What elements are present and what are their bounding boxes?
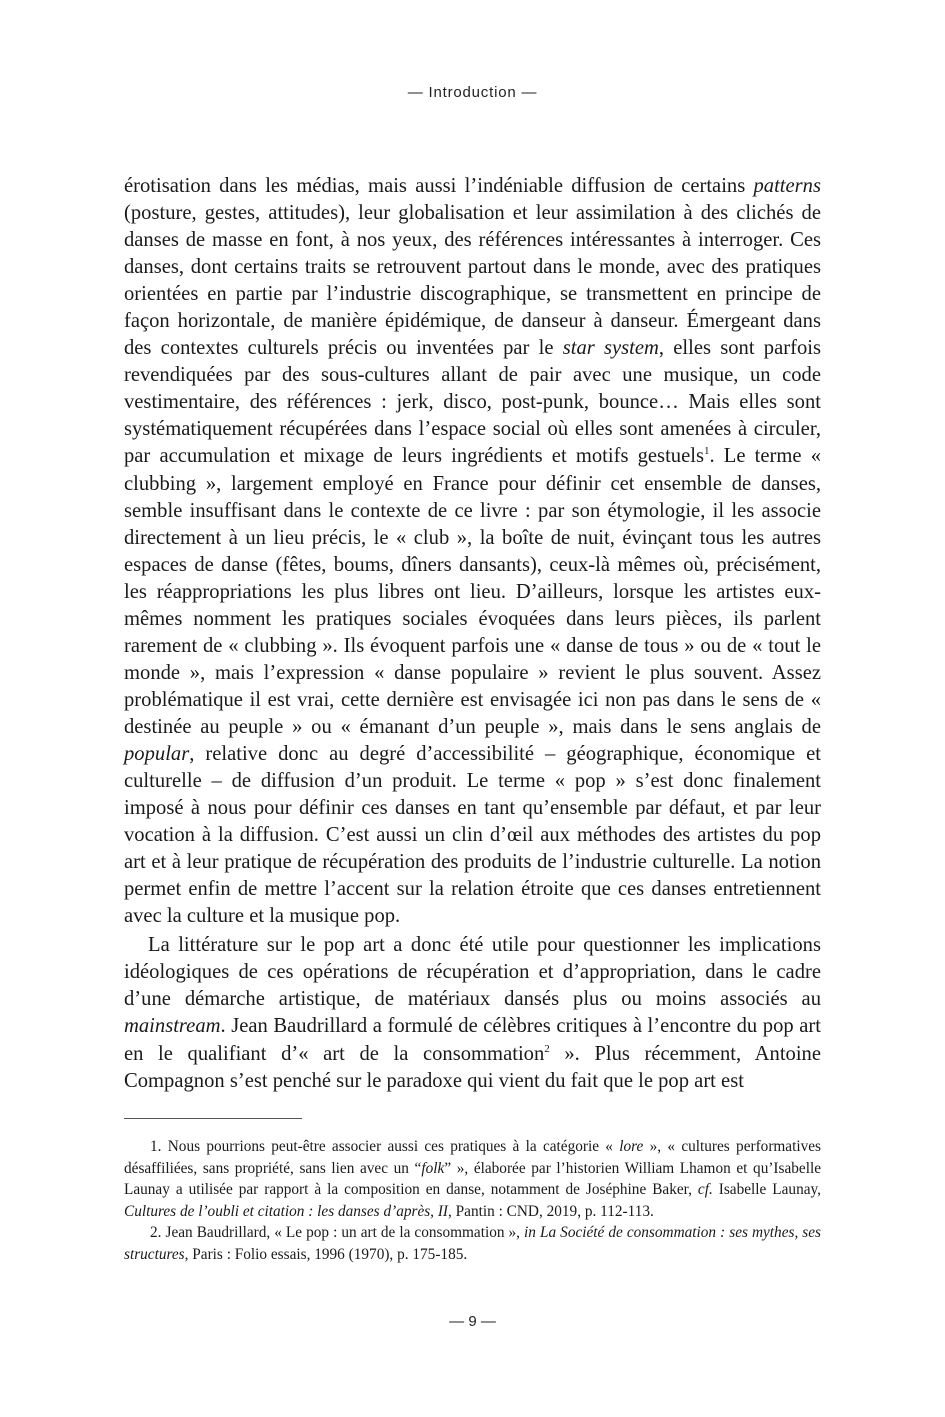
text-run: érotisation dans les médias, mais aussi l’indéniable diffusion de certains [124,175,754,197]
text-run: , Pantin : CND, 2019, p. 112-113. [448,1202,654,1220]
italic-term: folk [421,1159,445,1177]
italic-title: in La Société de consommation : ses mythes, ses structures [124,1224,822,1263]
text-run: La littérature sur le pop art a donc été utile pour questionner les implications idéologiques de ces opérations de récupération et d’appropriation, dans le cadre d’une démarche artistique, de matériaux dansés plus ou moins associés au [124,934,821,1011]
text-run: ” », élaborée par l’historien William Lhamon et qu’Isabelle Launay a utilisée par rapport à la composition en danse, notamment de Joséphine Baker, [124,1159,821,1198]
italic-term: mainstream [124,1015,221,1038]
italic-term: cf. [697,1181,713,1198]
text-run: 2. Jean Baudrillard, « Le pop : un art de la consommation », [150,1224,525,1241]
italic-term: star system [562,337,659,360]
main-text [124,173,821,1095]
text-run: , elles sont parfois revendiquées par des sous-cultures allant de pair avec une musique, un code vestimentaire, des références : jerk, disco, post-punk, bounce… Mais elles sont systématiquement récupérées dans l’espace social où elles sont amenées à circuler, par accumulation et mixage de leurs ingrédients et motifs gestuels [124,337,821,468]
text-run: (posture, gestes, attitudes), leur globalisation et leur assimilation à des clichés de danses de masse en font, à nos yeux, des références intéressantes à interroger. Ces danses, dont certains traits se retrouvent partout dans le monde, avec des pratiques orientées en partie par l’industrie discographique, se transmettent en principe de façon horizontale, de manière épidémique, de danseur à danseur. Émergeant dans des contextes culturels précis ou inventées par le [124,202,821,360]
running-header: — Introduction — [407,84,538,101]
footnotes [124,1136,821,1265]
italic-title: Cultures de l’oubli et citation : les danses d’après, II [124,1202,449,1220]
page-number: — 9 — [449,1313,496,1330]
footnote-ref-1[interactable]: 1 [703,445,710,458]
text-run: , Paris : Folio essais, 1996 (1970), p. 175-185. [184,1245,468,1263]
footnote-2 [124,1222,821,1265]
text-run: , relative donc au degré d’accessibilité – géographique, économique et culturelle – de diffusion d’un produit. Le terme « pop » s’est donc finalement imposé à nous pour définir ces danses en tant qu’ensemble par défaut, et par leur vocation à la diffusion. C’est aussi un clin d’œil aux méthodes des artistes du pop art et à leur pratique de récupération des produits de l’industrie culturelle. La notion permet enfin de mettre l’accent sur la relation étroite que ces danses entretiennent avec la culture et la musique pop. [124,742,821,928]
text-run: . Le terme « clubbing », largement employé en France pour définir cet ensemble de danses, semble insuffisant dans le contexte de ce livre : par son étymologie, il les associe directement à un lieu précis, le « club », la boîte de nuit, évinçant tous les autres espaces de danse (fêtes, boums, dîners dansants), ceux-là mêmes où, précisément, les réappropriations les plus libres ont lieu. D’ailleurs, lorsque les artistes eux-mêmes nomment les pratiques sociales évoquées dans leurs pièces, ils parlent rarement de « clubbing ». Ils évoquent parfois une « danse de tous » ou de « tout le monde », mais l’expression « danse populaire » revient le plus souvent. Assez problématique il est vrai, cette dernière est envisagée ici non pas dans le sens de « destinée au peuple » ou « émanant d’un peuple », mais dans le sens anglais de [124,445,821,738]
footnote-ref-2[interactable]: 2 [544,1042,550,1055]
footnote-separator [124,1118,302,1119]
text-run: Isabelle Launay, [712,1181,821,1198]
text-run: . Jean Baudrillard a formulé de célèbres critiques à l’encontre du pop art en le qualifiant d’« art de la consommation [124,1015,821,1065]
text-run: », « cultures performatives désaffiliées, sans propriété, sans lien avec un “ [124,1138,821,1177]
italic-term: lore [619,1138,644,1155]
text-run: 1. Nous pourrions peut-être associer aussi ces pratiques à la catégorie « [150,1138,620,1155]
paragraph-1 [124,173,821,930]
italic-term: patterns [753,175,821,197]
footnote-1 [124,1136,821,1222]
text-run: ». Plus récemment, Antoine Compagnon s’est penché sur le paradoxe qui vient du fait que le pop art est [124,1042,821,1092]
paragraph-2 [124,932,821,1094]
italic-term: popular [124,742,190,765]
